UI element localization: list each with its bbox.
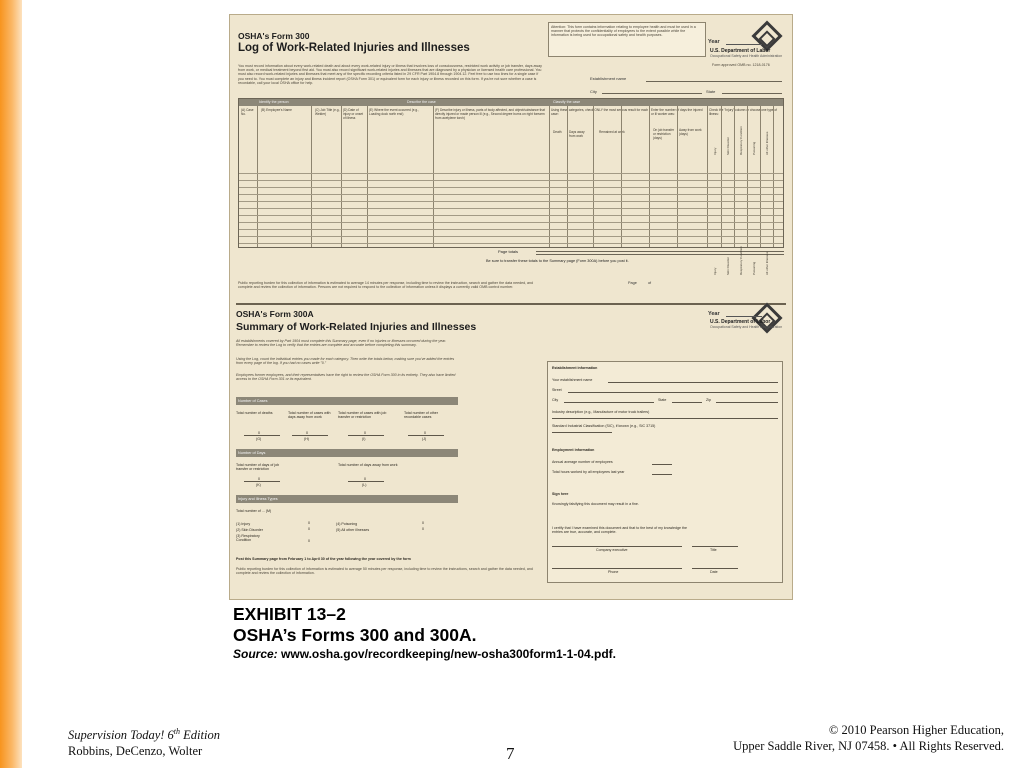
col-k-header: On job transfer or restriction (days) — [653, 128, 675, 140]
type-skin-value: 0 — [308, 527, 310, 531]
illness-injury-label: Injury — [713, 147, 717, 155]
form-300a-title: Summary of Work-Related Injuries and Illnesses — [236, 321, 477, 333]
dol-seal-icon — [751, 20, 782, 51]
case-deaths-value: 0 — [258, 431, 260, 435]
days-transfer-value: 0 — [258, 477, 260, 481]
log-row[interactable] — [239, 222, 783, 223]
zip-field[interactable] — [716, 402, 778, 403]
log-row[interactable] — [239, 180, 783, 181]
phone-label: Phone — [608, 570, 619, 574]
city-field[interactable] — [564, 402, 654, 403]
page-label: Page — [628, 281, 637, 285]
col-f-header: (F) Describe injury or illness, parts of body affected, and object/substance that directly injured or made person ill (e.g., Second degree burns on right forearm from acetylene torch) — [435, 108, 545, 120]
totals-poisoning-label: Poisoning — [752, 261, 756, 275]
form-300a-burden: Public reporting burden for this collection of information is estimated to average 50 minutes per response, including time to review the instructions, search and gather the data needed, and complete and review the collection of information. — [236, 567, 533, 576]
employment-header: Employment information — [552, 448, 595, 452]
type-respiratory-label: (3) Respiratory Condition — [236, 534, 260, 543]
col-divider — [734, 106, 735, 247]
col-b-header: (B) Employee's Name — [261, 108, 292, 112]
check-one-header: Using these categories, check ONLY the most serious result for each case: — [551, 108, 649, 116]
establishment-box — [547, 361, 783, 583]
year-label: Year — [708, 311, 720, 317]
falsify-note: Knowingly falsifying this document may result in a fine. — [552, 502, 639, 506]
certify-note: I certify that I have examined this document and that to the best of my knowledge the entries are true, accurate, and complete. — [552, 526, 688, 535]
totals-respiratory-label: Respiratory Condition — [739, 246, 743, 275]
case-other-label: Total number of other recordable cases — [404, 411, 438, 420]
days-away-label: Total number of days away from work — [338, 463, 398, 467]
page-indicator — [628, 281, 651, 285]
dept-name: U.S. Department of Labor — [710, 48, 771, 54]
totals-injury-label: Injury — [713, 267, 717, 275]
case-j-code: (J) — [422, 437, 427, 441]
col-divider — [341, 106, 342, 247]
col-l-header: Away from work (days) — [679, 128, 702, 136]
exhibit-title: OSHA’s Forms 300 and 300A. — [233, 625, 477, 645]
illness-respiratory-label: Respiratory Condition — [739, 126, 743, 155]
col-a-header: (A) Case No. — [241, 108, 254, 116]
col-g-header: Death — [553, 130, 562, 134]
days-away-value: 0 — [364, 477, 366, 481]
col-divider — [257, 106, 258, 247]
totals-skin-label: Skin Disorder — [726, 256, 730, 275]
intro-text-1: All establishments covered by Part 1904 must complete this Summary page, even if no injuries or illnesses occurred during the year. Remember to review the Log to verify that the entries are complete and accurate before completing this summary. — [236, 339, 447, 348]
log-row[interactable] — [239, 201, 783, 202]
log-row[interactable] — [239, 173, 783, 174]
transfer-note: Be sure to transfer these totals to the Summary page (Form 300A) before you post it. — [486, 259, 629, 263]
log-row[interactable] — [239, 236, 783, 237]
type-injury-label: (1) Injury — [236, 522, 251, 526]
grid-section-header — [239, 99, 783, 106]
city-field[interactable] — [602, 93, 702, 94]
col-divider — [311, 106, 312, 247]
page-totals-row — [536, 251, 784, 255]
form-300-instructions: You must record information about every work-related death and about every work-related injury or illness that involves loss of consciousness, restricted work activity or job transfer, days away from work, or medical treatment beyond first aid. You must also record significant work-related injuries and illnesses that are diagnosed by a physician or licensed health care professional. You must also record work-related injuries and illnesses that meet any of the specific recording criteria listed in 29 CFR Part 1904.8 through 1904.12. Feel free to use two lines for a single case if you need to. You must complete an injury and illness incident report (OSHA Form 301) or equivalent form for each injury or illness recorded on this form. If you're not sure whether a case is recordable, call your local OSHA office for help. — [238, 64, 542, 85]
case-transfer-label: Total number of cases with job transfer or restriction — [338, 411, 387, 420]
col-c-header: (C) Job Title (e.g., Welder) — [315, 108, 341, 116]
state-label: State — [706, 89, 716, 94]
hours-worked-label: Total hours worked by all employees last year — [552, 470, 625, 474]
case-i-code: (I) — [362, 437, 366, 441]
days-transfer-label: Total number of days of job transfer or restriction — [236, 463, 280, 472]
form-300a — [236, 303, 786, 595]
col-divider — [367, 106, 368, 247]
log-row[interactable] — [239, 229, 783, 230]
days-k-code: (K) — [256, 483, 261, 487]
exhibit-caption — [233, 604, 616, 662]
totals-other-label: All other illnesses — [765, 251, 769, 275]
city-label: City — [590, 89, 597, 94]
city-label: City — [552, 398, 559, 402]
form-300a-name: OSHA's Form 300A — [236, 309, 314, 319]
type-other-value: 0 — [422, 527, 424, 531]
section-describe: Describe the case — [407, 100, 436, 104]
case-transfer-value: 0 — [364, 431, 366, 435]
book-title: Supervision Today! 6 — [68, 728, 174, 743]
col-divider — [567, 106, 568, 247]
illness-type-header: Check the "Injury" column or choose one type of illness: — [709, 108, 777, 116]
page-totals-label: Page totals — [498, 249, 519, 254]
omb-note: Form approved OMB no. 1218-0176 — [712, 63, 770, 67]
col-divider — [433, 106, 434, 247]
case-g-code: (G) — [256, 437, 262, 441]
col-divider — [649, 106, 650, 247]
section-identify: Identify the person — [259, 100, 289, 104]
days-l-code: (L) — [362, 483, 367, 487]
title-field[interactable] — [692, 546, 738, 547]
col-divider — [549, 106, 550, 247]
edition-word: Edition — [180, 728, 220, 743]
type-skin-label: (2) Skin Disorder — [236, 528, 263, 532]
log-row[interactable] — [239, 187, 783, 188]
attention-box: Attention: This form contains information relating to employee health and must be used in a manner that protects the confidentiality of employees to the extent possible while the information is being used for occupational safety and health purposes. — [548, 22, 706, 57]
log-grid — [238, 98, 784, 248]
case-deaths-field[interactable] — [244, 435, 280, 436]
case-away-label: Total number of cases with days away from work — [288, 411, 331, 420]
form-300-name: OSHA's Form 300 — [238, 31, 310, 41]
establishment-label: Establishment name — [590, 76, 627, 81]
form-300 — [236, 19, 786, 306]
section-classify: Classify the case — [553, 100, 581, 104]
form-300-title: Log of Work-Related Injuries and Illnesses — [238, 42, 470, 54]
log-row[interactable] — [239, 243, 783, 244]
date-field[interactable] — [692, 568, 738, 569]
estab-name-field[interactable] — [608, 382, 778, 383]
col-divider — [721, 106, 722, 247]
illness-poisoning-label: Poisoning — [752, 141, 756, 155]
estab-info-header: Establishment information — [552, 366, 598, 370]
types-header: Injury and Illness Types — [236, 495, 458, 503]
industry-label: Industry description (e.g., Manufacture of motor truck trailers) — [552, 410, 650, 414]
hours-worked-field[interactable] — [652, 474, 672, 475]
sic-field[interactable] — [552, 432, 612, 433]
case-other-field[interactable] — [408, 435, 444, 436]
sic-label: Standard Industrial Classification (SIC), if known (e.g., SIC 3715) — [552, 424, 656, 428]
types-total-label: Total number of ... (M) — [236, 509, 272, 513]
address-line: Upper Saddle River, NJ 07458. • All Rights Reserved. — [733, 739, 1004, 753]
form-300-burden: Public reporting burden for this collection of information is estimated to average 14 minutes per response, including time to review the instruction, search and gather the data needed, and complete and review the collection of information. Persons are not required to respond to the collection of information unless it displays a currently valid OMB control number. — [238, 281, 534, 290]
col-divider — [707, 106, 708, 247]
col-e-header: (E) Where the event occurred (e.g., Loading dock north end) — [369, 108, 419, 116]
col-divider — [773, 106, 774, 247]
year-field[interactable] — [726, 316, 762, 317]
source-url[interactable]: www.osha.gov/recordkeeping/new-osha300form1-1-04.pdf. — [281, 647, 616, 661]
type-poisoning-label: (4) Poisoning — [336, 522, 358, 526]
edition-superscript: th — [173, 727, 181, 736]
book-authors: Robbins, DeCenzo, Wolter — [68, 744, 203, 759]
log-row[interactable] — [239, 194, 783, 195]
phone-field[interactable] — [552, 568, 682, 569]
col-divider — [677, 106, 678, 247]
case-away-field[interactable] — [292, 435, 328, 436]
case-other-value: 0 — [424, 431, 426, 435]
executive-label: Company executive — [596, 548, 628, 552]
year-label: Year — [708, 39, 720, 45]
source-label: Source: — [233, 647, 278, 661]
case-away-value: 0 — [306, 431, 308, 435]
col-h-header: Days away from work — [569, 130, 585, 138]
illness-skin-label: Skin Disorder — [726, 136, 730, 155]
log-row[interactable] — [239, 208, 783, 209]
date-label: Date — [710, 570, 718, 574]
state-label: State — [658, 398, 667, 402]
col-divider — [593, 106, 594, 247]
footer-book-info — [68, 724, 220, 759]
days-header: Enter the number of days the injured or ill worker was: — [651, 108, 703, 116]
days-away-field[interactable] — [348, 481, 384, 482]
col-divider — [760, 106, 761, 247]
industry-field[interactable] — [552, 418, 778, 419]
post-note: Post this Summary page from February 1 to April 30 of the year following the year covered by the form — [236, 557, 411, 561]
col-ij-header: Remained at work — [599, 130, 625, 134]
type-poisoning-value: 0 — [422, 521, 424, 525]
orange-side-bar — [0, 0, 22, 768]
days-transfer-field[interactable] — [244, 481, 280, 482]
year-field[interactable] — [726, 44, 762, 45]
log-row[interactable] — [239, 215, 783, 216]
case-h-code: (H) — [304, 437, 309, 441]
type-respiratory-value: 0 — [308, 539, 310, 543]
state-field[interactable] — [672, 402, 702, 403]
avg-employees-label: Annual average number of employees — [552, 460, 613, 464]
street-label: Street — [552, 388, 562, 392]
intro-text-3: Employees former employees, and their representatives have the right to review the OSHA Form 300 in its entirety. They also have limited access to the OSHA Form 301 or its equivalent. — [236, 373, 456, 382]
type-other-label: (5) All other illnesses — [336, 528, 370, 532]
intro-text-2: Using the Log, count the individual entries you made for each category. Then write the totals below, making sure you've added the entries from every page of the log. If you had no cases write "0." — [236, 357, 455, 366]
book-title-line — [68, 724, 220, 743]
avg-employees-field[interactable] — [652, 464, 672, 465]
dept-name: U.S. Department of Labor — [710, 319, 771, 325]
col-divider — [747, 106, 748, 247]
state-field[interactable] — [722, 93, 782, 94]
exhibit-source — [233, 646, 616, 662]
illness-other-label: All other illnesses — [765, 131, 769, 155]
sign-here-header: Sign here — [552, 492, 569, 496]
days-header: Number of Days — [236, 449, 458, 457]
exhibit-number: EXHIBIT 13–2 — [233, 604, 346, 624]
establishment-field[interactable] — [646, 81, 782, 82]
case-deaths-label: Total number of deaths — [236, 411, 273, 415]
zip-label: Zip — [706, 398, 711, 402]
slide-page-number: 7 — [506, 744, 515, 763]
dept-sub: Occupational Safety and Health Administration — [710, 325, 783, 329]
col-d-header: (D) Date of injury or onset of illness — [343, 108, 364, 120]
case-transfer-field[interactable] — [348, 435, 384, 436]
cases-header: Number of Cases — [236, 397, 458, 405]
title-label: Title — [710, 548, 717, 552]
copyright-line: © 2010 Pearson Higher Education, — [828, 723, 1004, 737]
footer-copyright — [733, 722, 1004, 754]
executive-field[interactable] — [552, 546, 682, 547]
col-divider — [621, 106, 622, 247]
osha-forms-scan — [229, 14, 793, 600]
page-of: of — [647, 281, 652, 285]
estab-name-label: Your establishment name — [552, 378, 593, 382]
street-field[interactable] — [568, 392, 778, 393]
dept-sub: Occupational Safety and Health Administration — [710, 54, 783, 58]
type-injury-value: 0 — [308, 521, 310, 525]
